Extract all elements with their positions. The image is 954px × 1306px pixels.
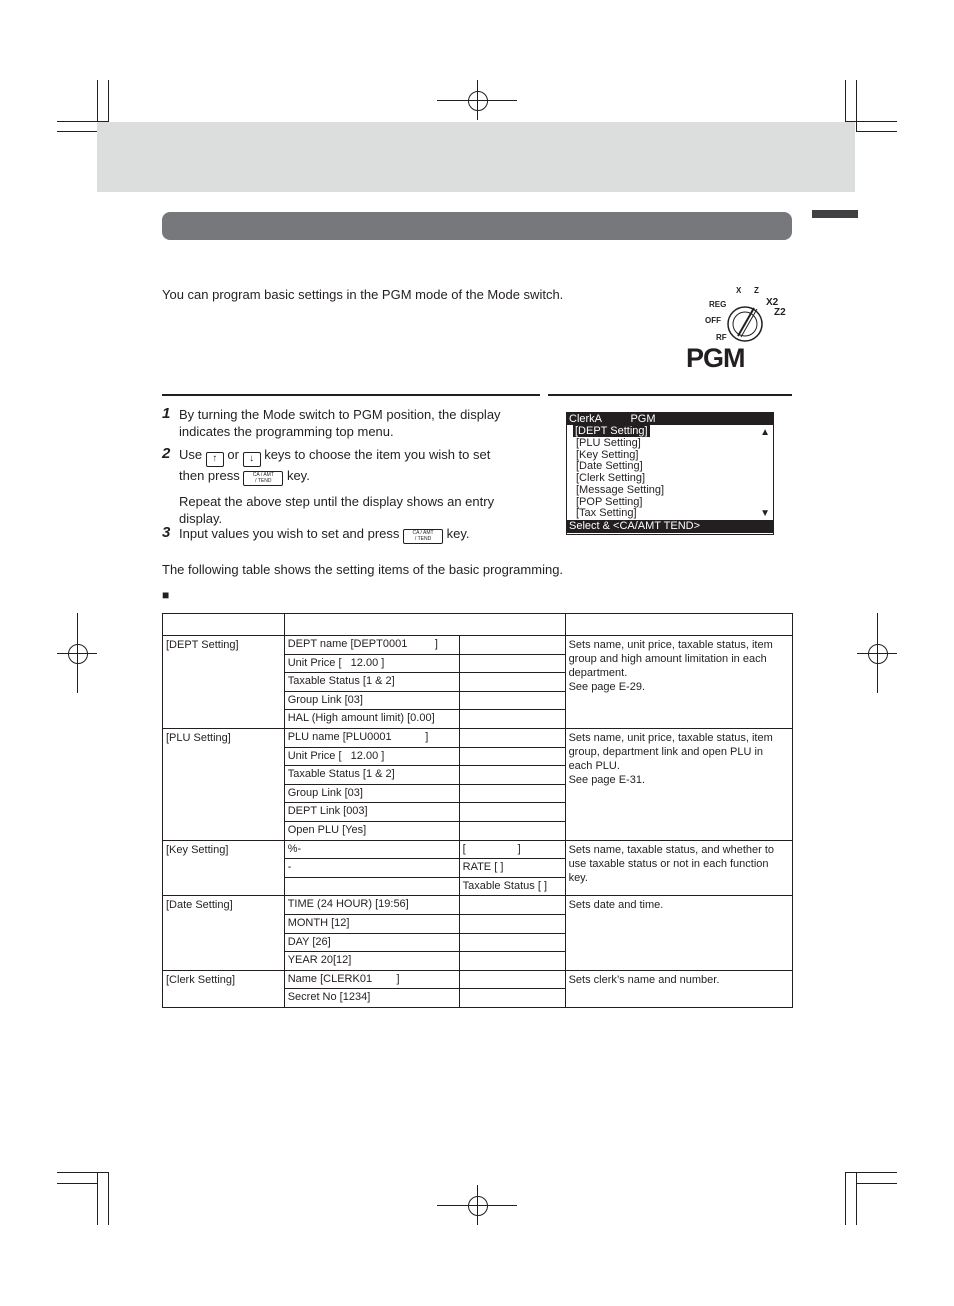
- key-label: / TEND: [414, 536, 432, 542]
- lcd-header: [567, 413, 773, 425]
- crop-mark: [856, 1183, 897, 1184]
- description-line: Sets name, unit price, taxable status, item: [568, 731, 773, 744]
- value-cell: [459, 914, 565, 933]
- description-line: Sets name, unit price, taxable status, item: [568, 639, 773, 651]
- value-cell: [459, 673, 565, 692]
- table-row: [163, 728, 793, 747]
- lcd-clerk: ClerkA: [569, 413, 602, 425]
- value-cell: [459, 710, 565, 729]
- item-cell: -: [284, 859, 459, 878]
- value-cell: RATE [ ]: [459, 859, 565, 878]
- item-cell: DAY [26]: [284, 933, 459, 952]
- lcd-footer: Select & <CA/AMT TEND>: [567, 520, 773, 533]
- lcd-mode: PGM: [630, 413, 656, 425]
- value-cell: [459, 821, 565, 840]
- step-2-repeat-line: display.: [179, 511, 223, 526]
- item-cell: Unit Price [ 12.00 ]: [284, 747, 459, 766]
- ca-amt-tend-key-icon: [403, 529, 443, 544]
- description-line: See page E-31.: [568, 773, 646, 786]
- group-name-cell: [PLU Setting]: [163, 728, 285, 840]
- step-3-text-key: key.: [446, 526, 470, 541]
- item-cell: Name [CLERK01 ]: [284, 970, 459, 989]
- value-cell: [459, 654, 565, 673]
- crop-mark: [57, 1172, 109, 1173]
- value-cell: [459, 970, 565, 989]
- mode-label-x2: X2: [766, 297, 779, 308]
- item-cell: [284, 877, 459, 896]
- mode-label-x: X: [736, 286, 742, 295]
- lcd-menu-item: [Key Setting]: [576, 449, 639, 461]
- step-number: 3: [162, 524, 171, 541]
- crop-mark: [845, 1172, 897, 1173]
- description-cell: [565, 728, 792, 840]
- mode-label-off: OFF: [705, 316, 721, 325]
- section-title-bar: [162, 212, 792, 240]
- step-2-text-then: then press: [179, 468, 240, 483]
- value-cell: [459, 766, 565, 785]
- lcd-menu-item: [Clerk Setting]: [576, 472, 646, 484]
- mode-label-z: Z: [754, 286, 759, 295]
- registration-mark: [68, 644, 88, 664]
- step-3-text: [179, 525, 470, 544]
- registration-mark: [468, 1196, 488, 1216]
- pgm-logo: PGM: [686, 343, 745, 373]
- registration-mark: [468, 91, 488, 111]
- description-line: See page E-29.: [568, 681, 646, 693]
- section-rule: [162, 394, 540, 396]
- item-cell: Group Link [03]: [284, 691, 459, 710]
- description-cell: [565, 896, 792, 970]
- lcd-menu-item: [Message Setting]: [576, 484, 665, 496]
- crop-mark: [57, 131, 98, 132]
- key-label: / TEND: [255, 478, 272, 484]
- item-cell: TIME (24 HOUR) [19:56]: [284, 896, 459, 915]
- group-name-cell: [DEPT Setting]: [163, 636, 285, 729]
- step-2-text-or: or: [227, 447, 239, 462]
- header-cell: [163, 614, 285, 636]
- description-line: group and high amount limitation in each: [568, 653, 767, 665]
- value-cell: [459, 747, 565, 766]
- description-line: group, department link and open PLU in: [568, 745, 764, 758]
- lcd-menu-item: [PLU Setting]: [576, 437, 641, 449]
- value-cell: [459, 784, 565, 803]
- step-2-text-rest: keys to choose the item you wish to set: [264, 447, 491, 462]
- value-cell: [459, 728, 565, 747]
- value-cell: Taxable Status [ ]: [459, 877, 565, 896]
- item-cell: YEAR 20[12]: [284, 952, 459, 971]
- lcd-menu-item-selected: [DEPT Setting]: [575, 425, 648, 437]
- crop-mark: [108, 1173, 109, 1225]
- lcd-menu-item: [Tax Setting]: [576, 507, 637, 519]
- chapter-tab: [812, 210, 858, 218]
- description-line: Sets date and time.: [568, 899, 664, 912]
- crop-mark: [97, 1173, 98, 1225]
- key-label: CA / AMT: [412, 530, 434, 536]
- crop-mark: [57, 1183, 98, 1184]
- mode-switch-illustration: [700, 284, 795, 346]
- item-cell: %-: [284, 840, 459, 859]
- step-3-text-main: Input values you wish to set and press: [179, 526, 400, 541]
- item-cell: Open PLU [Yes]: [284, 821, 459, 840]
- item-cell: Taxable Status [1 & 2]: [284, 673, 459, 692]
- step-1-line: indicates the programming top menu.: [179, 424, 394, 439]
- step-2-text: [179, 446, 539, 527]
- lcd-menu-item: [Date Setting]: [576, 460, 643, 472]
- scroll-down-icon: ▼: [760, 508, 770, 519]
- value-cell: [459, 952, 565, 971]
- step-2-text-key: key.: [286, 468, 310, 483]
- crop-mark: [845, 1173, 846, 1225]
- table-row: [163, 970, 793, 989]
- bullet-icon: ■: [162, 588, 170, 602]
- value-cell: [459, 933, 565, 952]
- key-label: CA / AMT: [252, 472, 274, 478]
- lcd-display: [566, 412, 774, 535]
- value-cell: [ ]: [459, 840, 565, 859]
- value-cell: [459, 803, 565, 822]
- scroll-up-icon: ▲: [760, 427, 770, 438]
- mode-label-reg: REG: [709, 300, 727, 309]
- ca-amt-tend-key-icon: [243, 471, 283, 486]
- page-header-band: [97, 122, 855, 192]
- step-1-line: By turning the Mode switch to PGM position, the display: [179, 407, 501, 422]
- down-arrow-key-icon: ↓: [243, 452, 261, 467]
- table-header-row: [163, 614, 793, 636]
- section-rule: [548, 394, 792, 396]
- table-intro-text: The following table shows the setting items of the basic programming.: [162, 562, 564, 577]
- description-line: use taxable status or not in each function: [568, 857, 769, 870]
- group-name-cell: [Key Setting]: [163, 840, 285, 896]
- group-name-cell: [Clerk Setting]: [163, 970, 285, 1007]
- description-line: each PLU.: [568, 759, 620, 772]
- value-cell: [459, 989, 565, 1008]
- table-row: [163, 840, 793, 859]
- header-cell: [284, 614, 565, 636]
- step-2-repeat-line: Repeat the above step until the display shows an entry: [179, 494, 495, 509]
- item-cell: MONTH [12]: [284, 914, 459, 933]
- description-cell: [565, 636, 792, 729]
- crop-mark: [856, 1173, 857, 1225]
- registration-mark: [868, 644, 888, 664]
- settings-table: [162, 613, 793, 1008]
- step-1-text: [179, 406, 501, 440]
- item-cell: Secret No [1234]: [284, 989, 459, 1008]
- mode-label-rf: RF: [716, 333, 727, 342]
- description-line: key.: [568, 871, 588, 884]
- table-row: [163, 636, 793, 655]
- group-name-cell: [Date Setting]: [163, 896, 285, 970]
- up-arrow-key-icon: ↑: [206, 452, 224, 467]
- step-2-text-use: Use: [179, 447, 203, 462]
- item-cell: HAL (High amount limit) [0.00]: [284, 710, 459, 729]
- item-cell: DEPT Link [003]: [284, 803, 459, 822]
- table-row: [163, 896, 793, 915]
- step-number: 2: [162, 445, 171, 462]
- crop-mark: [856, 80, 857, 132]
- item-cell: Unit Price [ 12.00 ]: [284, 654, 459, 673]
- description-line: Sets name, taxable status, and whether to: [568, 843, 775, 856]
- intro-text: You can program basic settings in the PGM mode of the Mode switch.: [162, 287, 564, 302]
- mode-label-z2: Z2: [774, 307, 786, 318]
- item-cell: DEPT name [DEPT0001 ]: [284, 636, 459, 655]
- lcd-menu-item: [POP Setting]: [576, 496, 643, 508]
- description-line: department.: [568, 667, 628, 679]
- crop-mark: [856, 131, 897, 132]
- item-cell: Group Link [03]: [284, 784, 459, 803]
- description-line: Sets clerk’s name and number.: [568, 973, 720, 986]
- item-cell: Taxable Status [1 & 2]: [284, 766, 459, 785]
- item-cell: PLU name [PLU0001 ]: [284, 728, 459, 747]
- header-cell: [565, 614, 792, 636]
- step-number: 1: [162, 405, 171, 422]
- value-cell: [459, 691, 565, 710]
- value-cell: [459, 896, 565, 915]
- description-cell: [565, 840, 792, 896]
- description-cell: [565, 970, 792, 1007]
- value-cell: [459, 636, 565, 655]
